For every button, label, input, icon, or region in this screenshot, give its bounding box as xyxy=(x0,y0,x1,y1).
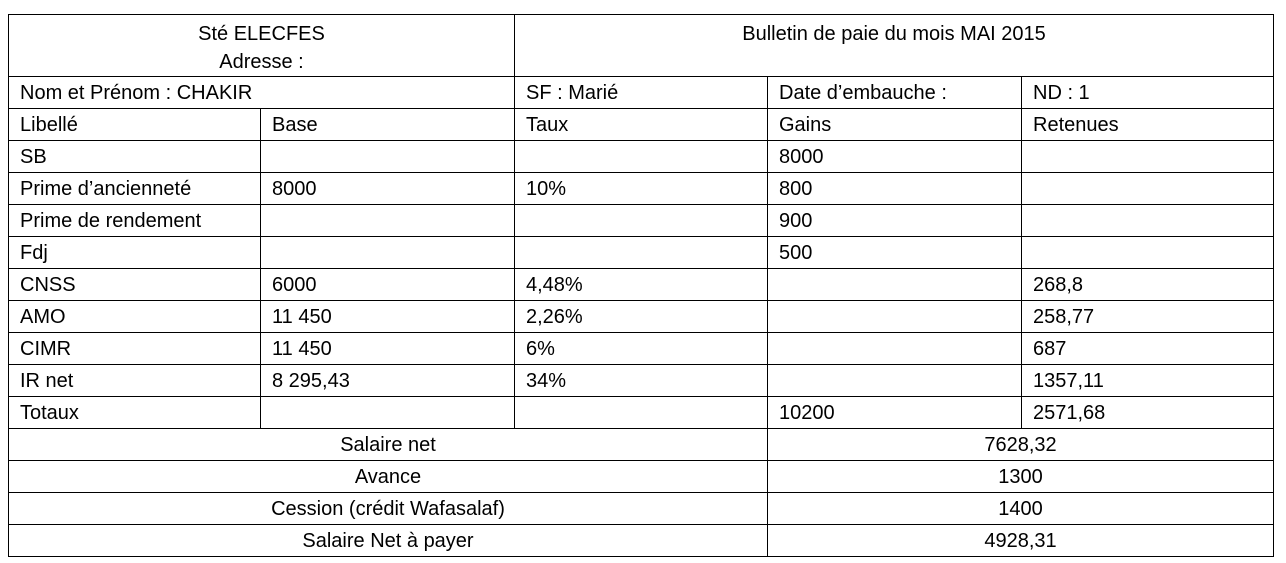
nd-field: ND : 1 xyxy=(1022,77,1274,109)
table-row-prime-rendement xyxy=(9,205,1274,237)
summary-label: Salaire net xyxy=(9,429,768,461)
cell-taux xyxy=(515,141,768,173)
cell-libelle: Fdj xyxy=(9,237,261,269)
cell-taux: 6% xyxy=(515,333,768,365)
summary-value: 1400 xyxy=(768,493,1274,525)
cell-retenues: 1357,11 xyxy=(1022,365,1274,397)
column-header-gains: Gains xyxy=(768,109,1022,141)
table-row-ir-net xyxy=(9,365,1274,397)
company-name: Sté ELECFES xyxy=(198,23,325,45)
summary-row-cession xyxy=(9,493,1274,525)
bulletin-title-text: Bulletin de paie du mois MAI 2015 xyxy=(742,23,1046,45)
column-header-row xyxy=(9,109,1274,141)
cell-libelle: IR net xyxy=(9,365,261,397)
cell-taux: 4,48% xyxy=(515,269,768,301)
cell-gains xyxy=(768,333,1022,365)
cell-base xyxy=(261,397,515,429)
payslip-table xyxy=(8,14,1274,557)
cell-gains: 900 xyxy=(768,205,1022,237)
cell-base: 6000 xyxy=(261,269,515,301)
cell-gains xyxy=(768,365,1022,397)
table-row-totaux xyxy=(9,397,1274,429)
cell-taux: 10% xyxy=(515,173,768,205)
cell-base xyxy=(261,141,515,173)
cell-retenues xyxy=(1022,205,1274,237)
bulletin-title xyxy=(515,15,1274,77)
summary-row-avance xyxy=(9,461,1274,493)
cell-libelle: SB xyxy=(9,141,261,173)
summary-row-salaire-net xyxy=(9,429,1274,461)
employee-name: Nom et Prénom : CHAKIR xyxy=(9,77,515,109)
cell-libelle: Prime d’ancienneté xyxy=(9,173,261,205)
cell-taux: 2,26% xyxy=(515,301,768,333)
cell-libelle: Totaux xyxy=(9,397,261,429)
column-header-retenues: Retenues xyxy=(1022,109,1274,141)
cell-retenues: 687 xyxy=(1022,333,1274,365)
cell-base: 11 450 xyxy=(261,333,515,365)
table-row-prime-anciennete xyxy=(9,173,1274,205)
table-row-cimr xyxy=(9,333,1274,365)
cell-retenues xyxy=(1022,173,1274,205)
cell-retenues xyxy=(1022,141,1274,173)
cell-retenues xyxy=(1022,237,1274,269)
summary-label: Salaire Net à payer xyxy=(9,525,768,557)
cell-retenues: 268,8 xyxy=(1022,269,1274,301)
summary-label: Avance xyxy=(9,461,768,493)
column-header-base: Base xyxy=(261,109,515,141)
table-row-sb xyxy=(9,141,1274,173)
column-header-libelle: Libellé xyxy=(9,109,261,141)
cell-taux xyxy=(515,205,768,237)
cell-base xyxy=(261,237,515,269)
hire-date: Date d’embauche : xyxy=(768,77,1022,109)
header-row xyxy=(9,15,1274,77)
cell-base: 8000 xyxy=(261,173,515,205)
cell-libelle: CNSS xyxy=(9,269,261,301)
cell-libelle: Prime de rendement xyxy=(9,205,261,237)
summary-value: 1300 xyxy=(768,461,1274,493)
cell-base xyxy=(261,205,515,237)
employee-row xyxy=(9,77,1274,109)
company-cell xyxy=(9,15,515,77)
company-address: Adresse : xyxy=(219,51,304,73)
column-header-taux: Taux xyxy=(515,109,768,141)
cell-libelle: AMO xyxy=(9,301,261,333)
cell-gains xyxy=(768,301,1022,333)
summary-row-net-a-payer xyxy=(9,525,1274,557)
table-row-amo xyxy=(9,301,1274,333)
cell-retenues: 2571,68 xyxy=(1022,397,1274,429)
cell-base: 11 450 xyxy=(261,301,515,333)
cell-gains: 8000 xyxy=(768,141,1022,173)
cell-gains: 10200 xyxy=(768,397,1022,429)
family-status: SF : Marié xyxy=(515,77,768,109)
summary-value: 4928,31 xyxy=(768,525,1274,557)
cell-gains: 500 xyxy=(768,237,1022,269)
cell-base: 8 295,43 xyxy=(261,365,515,397)
table-row-fdj xyxy=(9,237,1274,269)
summary-label: Cession (crédit Wafasalaf) xyxy=(9,493,768,525)
cell-taux: 34% xyxy=(515,365,768,397)
table-row-cnss xyxy=(9,269,1274,301)
cell-retenues: 258,77 xyxy=(1022,301,1274,333)
cell-gains xyxy=(768,269,1022,301)
cell-taux xyxy=(515,237,768,269)
cell-taux xyxy=(515,397,768,429)
cell-libelle: CIMR xyxy=(9,333,261,365)
summary-value: 7628,32 xyxy=(768,429,1274,461)
cell-gains: 800 xyxy=(768,173,1022,205)
